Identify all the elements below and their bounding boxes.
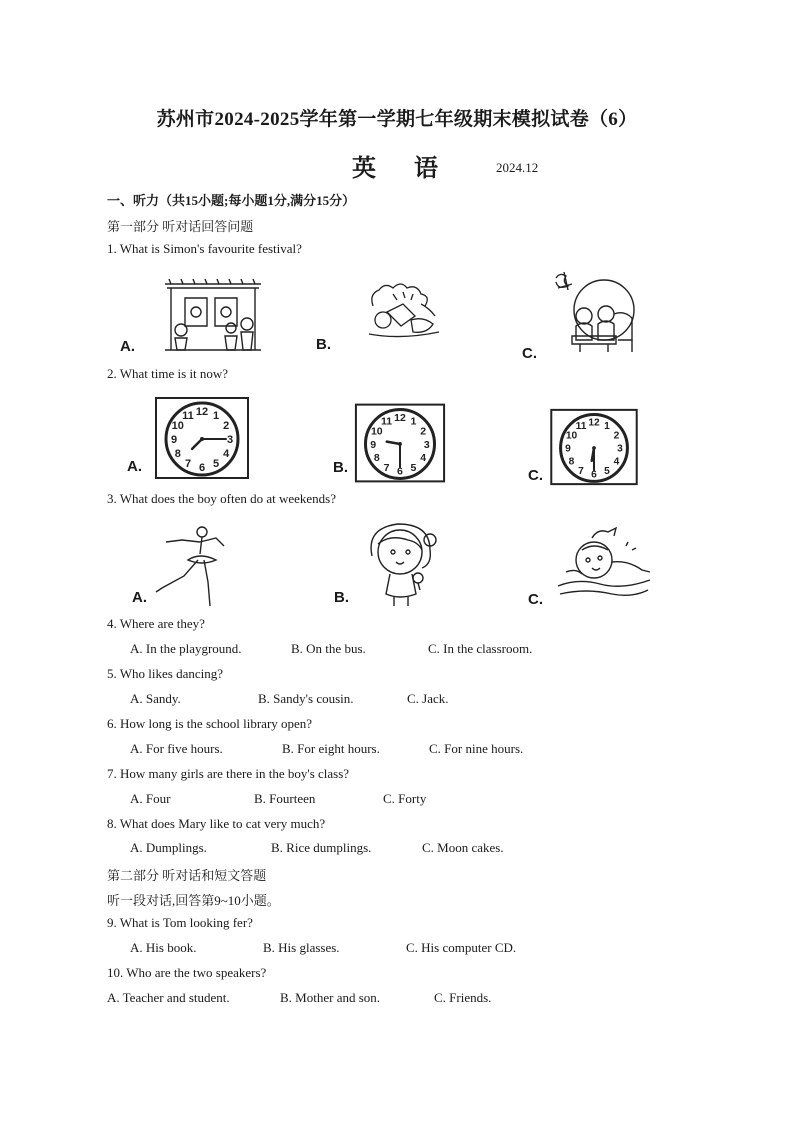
question-stem: 4. Where are they? — [107, 616, 205, 631]
clock-numeral: 1 — [410, 415, 417, 428]
option-a[interactable]: A. Teacher and student. — [107, 990, 230, 1005]
clock-numeral: 1 — [604, 421, 610, 433]
clock-hour-hand — [192, 439, 202, 449]
question-stem: 9. What is Tom looking fer? — [107, 915, 253, 930]
option-b[interactable]: B. For eight hours. — [282, 741, 380, 756]
option-c[interactable]: C. Moon cakes. — [422, 840, 504, 855]
clock-numeral: 9 — [565, 443, 571, 455]
option-a[interactable]: A. Sandy. — [130, 691, 181, 706]
clock-numeral: 12 — [588, 417, 600, 429]
option-b[interactable]: B. On the bus. — [291, 641, 366, 656]
option-a[interactable]: A. His book. — [130, 940, 197, 955]
option-label: C. — [528, 591, 543, 608]
clock-numeral: 11 — [182, 409, 194, 422]
clock-numeral: 8 — [174, 448, 181, 460]
question-stem: 6. How long is the school library open? — [107, 716, 313, 731]
option-label: A. — [132, 589, 147, 606]
clock-numeral: 2 — [420, 425, 427, 438]
spring-festival-picture — [163, 278, 263, 352]
clock-numeral: 7 — [184, 458, 192, 471]
clock-numeral: 2 — [223, 420, 230, 432]
question-stem: 1. What is Simon's favourite festival? — [107, 241, 302, 256]
ballet-dancer-picture — [152, 520, 232, 608]
option-c[interactable]: C. Friends. — [434, 990, 492, 1005]
option-label: C. — [528, 467, 543, 484]
clock-numeral: 4 — [223, 448, 230, 460]
question-stem: 8. What does Mary like to cat very much? — [107, 816, 326, 831]
dragon-boat-festival-picture — [363, 276, 441, 340]
girl-singing-picture — [360, 520, 444, 608]
clock-hour-hand — [387, 442, 400, 444]
part2-heading: 第二部分 听对话和短文答题 — [107, 868, 267, 883]
clock-numeral: 2 — [613, 430, 620, 442]
question-stem: 2. What time is it now? — [107, 366, 229, 381]
clock-numeral: 10 — [565, 430, 578, 442]
clock-numeral: 5 — [212, 458, 220, 471]
clock-numeral: 7 — [578, 466, 584, 478]
option-label: B. — [333, 459, 348, 476]
option-b[interactable]: B. Fourteen — [254, 791, 316, 806]
clock-face-c — [548, 408, 640, 486]
clock-numeral: 9 — [170, 434, 178, 446]
question-stem: 5. Who likes dancing? — [107, 666, 224, 681]
option-c[interactable]: C. Forty — [383, 791, 427, 806]
exam-date: 2024.12 — [496, 160, 539, 175]
exam-title: 苏州市2024-2025学年第一学期七年级期末模拟试卷（6） — [156, 109, 638, 130]
option-label: A. — [120, 338, 135, 355]
option-b[interactable]: B. His glasses. — [263, 940, 340, 955]
question-stem: 3. What does the boy often do at weekends? — [107, 491, 336, 506]
option-a[interactable]: A. In the playground. — [130, 641, 242, 656]
clock-face-b — [354, 402, 446, 484]
clock-numeral: 6 — [591, 469, 597, 481]
clock-numeral: 12 — [195, 406, 209, 418]
clock-numeral: 4 — [613, 456, 620, 468]
clock-numeral: 8 — [373, 452, 380, 465]
clock-numeral: 5 — [604, 466, 610, 478]
clock-numeral: 8 — [568, 456, 575, 468]
question-stem: 7. How many girls are there in the boy's class? — [107, 766, 350, 781]
clock-numeral: 6 — [198, 462, 206, 474]
clock-numeral: 1 — [212, 409, 220, 422]
section-heading-listening: 一、听力（共15小题;每小题1分,满分15分） — [107, 193, 356, 208]
boy-swimming-picture — [556, 528, 652, 600]
option-label: B. — [334, 589, 349, 606]
option-a[interactable]: A. For five hours. — [130, 741, 223, 756]
clock-numeral: 9 — [370, 438, 377, 451]
clock-numeral: 3 — [617, 443, 623, 455]
clock-numeral: 11 — [381, 415, 393, 428]
option-c[interactable]: C. Jack. — [407, 691, 449, 706]
option-c[interactable]: C. For nine hours. — [429, 741, 524, 756]
part2-instruction: 听一段对话,回答第9~10小题。 — [107, 893, 280, 908]
subject-title: 英 语 — [352, 156, 454, 182]
clock-numeral: 12 — [394, 411, 406, 424]
option-c[interactable]: C. His computer CD. — [406, 940, 517, 955]
option-label: B. — [316, 336, 331, 353]
clock-numeral: 4 — [420, 452, 427, 465]
clock-numeral: 7 — [383, 461, 390, 474]
clock-numeral: 6 — [397, 465, 403, 478]
clock-numeral: 11 — [575, 421, 587, 433]
clock-numeral: 3 — [226, 434, 234, 446]
clock-numeral: 10 — [171, 420, 184, 432]
part1-heading: 第一部分 听对话回答问题 — [107, 219, 254, 234]
option-a[interactable]: A. Dumplings. — [130, 840, 207, 855]
clock-numeral: 10 — [370, 425, 383, 438]
option-c[interactable]: C. In the classroom. — [428, 641, 533, 656]
option-b[interactable]: B. Rice dumplings. — [271, 840, 372, 855]
option-b[interactable]: B. Sandy's cousin. — [258, 691, 354, 706]
option-b[interactable]: B. Mother and son. — [280, 990, 381, 1005]
clock-numeral: 5 — [410, 461, 417, 474]
clock-face-a — [154, 396, 250, 480]
option-label: C. — [522, 345, 537, 362]
mid-autumn-festival-picture — [548, 270, 640, 354]
option-a[interactable]: A. Four — [130, 791, 171, 806]
question-stem: 10. Who are the two speakers? — [107, 965, 267, 980]
clock-numeral: 3 — [423, 438, 430, 451]
option-label: A. — [127, 458, 142, 475]
